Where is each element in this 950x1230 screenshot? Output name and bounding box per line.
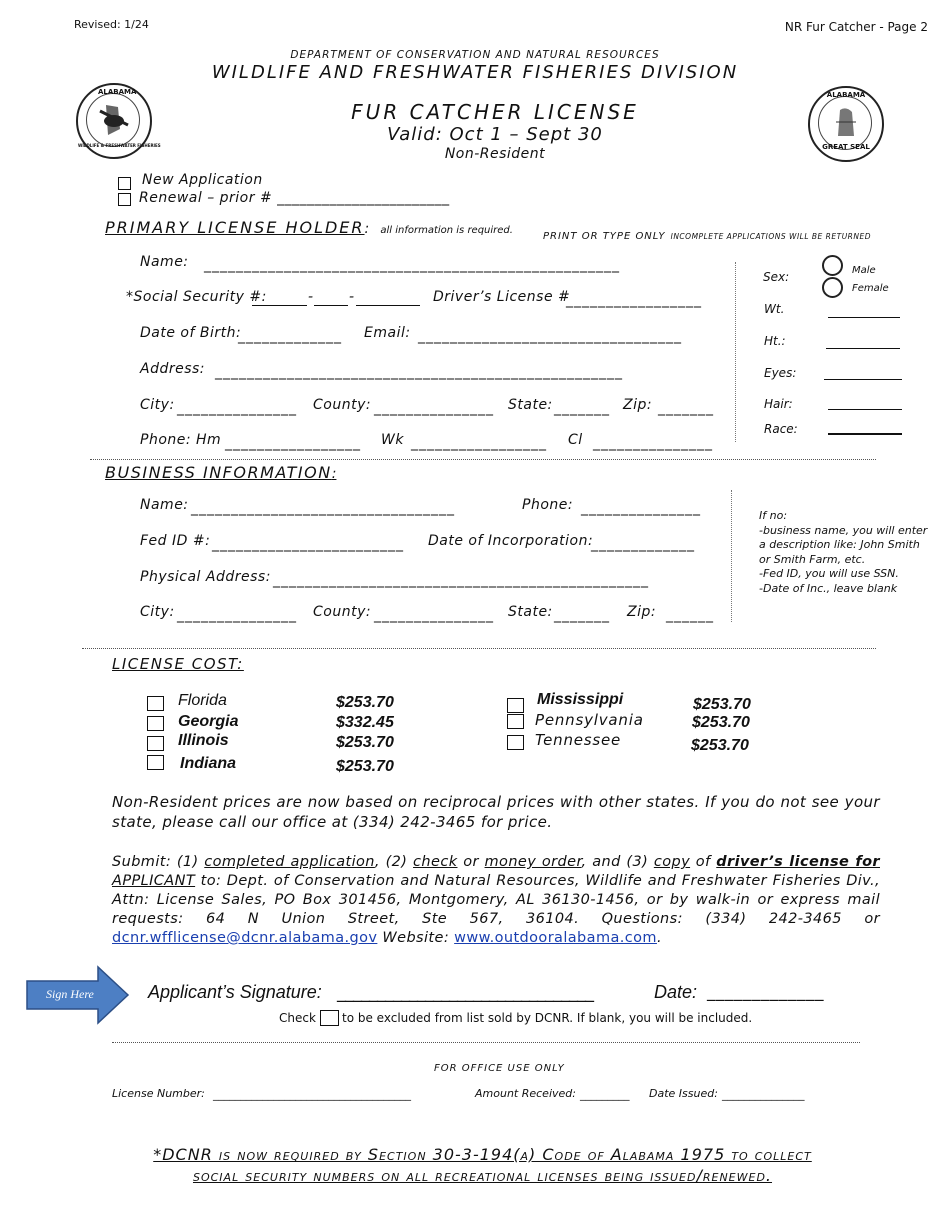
incomplete-note: INCOMPLETE APPLICATIONS WILL BE RETURNED [670,232,872,241]
pennsylvania-price: $253.70 [692,714,750,731]
business-city-field[interactable]: _______________ [177,607,297,623]
ssn-field-3[interactable] [356,305,420,306]
website-link[interactable]: www.outdooralabama.com [454,930,657,946]
height-field[interactable] [826,348,900,349]
state-field[interactable]: _______ [554,400,610,416]
primary-heading [105,218,513,237]
physical-address-label: Physical Address: [140,569,271,585]
business-note-line-3: or Smith Farm, etc. [759,552,866,566]
address-field[interactable]: ___________________________________________________ [215,364,623,380]
indiana-checkbox[interactable] [147,755,164,770]
date-issued-field[interactable]: _______________ [722,1088,805,1101]
new-application-checkbox[interactable] [118,177,131,190]
florida-checkbox[interactable] [147,696,164,711]
required-note: all information is required. [380,225,513,236]
ssn-label: *Social Security #: [126,289,267,305]
business-note-line-4: -Fed ID, you will use SSN. [759,567,899,580]
office-use-heading: FOR OFFICE USE ONLY [434,1063,565,1074]
tennessee-price: $253.70 [691,737,749,754]
phone-work-label: Wk [381,432,404,448]
georgia-label: Georgia [178,713,239,730]
signature-field[interactable]: ________________________________ [337,982,593,1003]
great-seal-icon [808,86,884,162]
business-note-line-2: a description like: John Smith [759,538,920,551]
applicant-text: APPLICANT [112,873,196,889]
new-application-label: New Application [142,172,263,188]
pennsylvania-checkbox[interactable] [507,714,524,729]
drivers-license-field[interactable]: _________________ [566,292,702,308]
business-note-line-5: -Date of Inc., leave blank [759,581,898,595]
business-heading-colon: : [331,466,337,482]
physical-address-field[interactable]: _______________________________________________ [273,572,649,588]
copy-text: copy [653,854,691,870]
ssn-dash-1: - [308,289,314,305]
drivers-license-label: Driver’s License # [433,289,571,305]
county-label: County: [313,397,372,413]
incorporation-label: Date of Incorporation: [428,533,594,549]
license-number-field[interactable]: ____________________________________ [213,1088,411,1101]
submit-s3: or [457,854,485,870]
email-link[interactable]: dcnr.wfflicense@dcnr.alabama.gov [112,930,378,946]
renewal-label: Renewal – prior # _______________________ [139,190,450,206]
business-phone-label: Phone: [522,497,574,513]
fed-id-label: Fed ID #: [140,533,211,549]
illinois-price: $253.70 [336,734,394,751]
license-number-label: License Number: [112,1087,205,1100]
florida-price: $253.70 [336,694,394,711]
ssn-field-2[interactable] [314,305,348,306]
dob-label: Date of Birth: [140,325,242,341]
race-field[interactable] [828,433,902,435]
submit-s1: Submit: (1) [112,854,205,870]
amount-received-field[interactable]: _________ [580,1088,630,1101]
sex-label: Sex: [763,270,790,284]
signature-date-label: Date: [654,982,698,1002]
phone-home-field[interactable]: _________________ [225,435,361,451]
renewal-checkbox[interactable] [118,193,131,206]
business-name-field[interactable]: _________________________________ [191,500,455,516]
ssn-field-1[interactable] [252,305,307,306]
business-city-label: City: [140,604,175,620]
phone-work-field[interactable]: _________________ [411,435,547,451]
florida-label: Florida [178,692,227,709]
zip-field[interactable]: _______ [658,400,714,416]
money-order-text: money order [484,854,582,870]
section-divider-1 [90,459,876,460]
email-field[interactable]: _________________________________ [418,328,682,344]
wff-logo-icon [76,83,161,159]
submit-s5: of [690,854,717,870]
section-divider-2 [82,648,876,649]
signature-date-field[interactable]: _____________ [707,982,824,1002]
signature-label: Applicant’s Signature: [148,982,322,1002]
division-name: WILDLIFE AND FRESHWATER FISHERIES DIVISION [211,62,739,83]
female-label: Female [852,283,889,294]
county-field[interactable]: _______________ [374,400,494,416]
ssn-dash-2: - [349,289,355,305]
business-heading [105,463,336,482]
revised-date: Revised: 1/24 [74,18,149,31]
physical-divider [735,262,736,442]
tennessee-label: Tennessee [535,731,622,749]
reciprocal-notice: Non-Resident prices are now based on reciprocal prices with other states. If you do not see your state, please call our office at (334) 242-3465 for price. [112,793,880,831]
illinois-label: Illinois [178,732,229,749]
indiana-label: Indiana [180,755,237,772]
hair-field[interactable] [828,409,902,410]
primary-heading-colon: : [364,221,370,237]
business-state-label: State: [508,604,553,620]
department-name: DEPARTMENT OF CONSERVATION AND NATURAL RESOURCES [290,49,660,61]
check-text: check [413,854,458,870]
weight-field[interactable] [828,317,900,318]
business-note-title: If no: [759,509,788,522]
email-label: Email: [364,325,411,341]
hair-label: Hair: [764,397,793,411]
ssn-notice-line-1: *DCNR is now required by Section 30-3-194(a) Code of Alabama 1975 to collect [153,1145,812,1164]
mississippi-label: Mississippi [537,691,624,708]
state-label: State: [508,397,553,413]
page-label: NR Fur Catcher - Page 2 [784,20,928,34]
business-county-field[interactable]: _______________ [374,607,494,623]
name-field[interactable]: ____________________________________________________ [204,257,620,273]
submit-s2: , (2) [374,854,414,870]
form-title: FUR CATCHER LICENSE [351,100,639,124]
business-state-field[interactable]: _______ [554,607,610,623]
georgia-price: $332.45 [336,714,394,731]
business-note [759,509,927,596]
georgia-checkbox[interactable] [147,716,164,731]
print-note [543,224,871,243]
business-note-line-1: -business name, you will enter [759,523,928,537]
phone-cell-label: Cl [568,432,583,448]
valid-period: Valid: Oct 1 – Sept 30 [387,124,603,145]
submit-s4: , and (3) [581,854,654,870]
sign-here-text: Sign Here [46,987,94,1001]
tennessee-checkbox[interactable] [507,735,524,750]
height-label: Ht.: [764,334,786,348]
race-label: Race: [764,422,798,436]
mississippi-checkbox[interactable] [507,698,524,713]
exclude-pre-text: Check [279,1011,316,1025]
submit-s6: to: Dept. of Conservation and Natural Resources, Wildlife and Freshwater Fisheries Div., Attn: License Sales, PO Box 301456, Montgomery, AL 36130-1456, or by walk-in or express mail requests: 64 N Union Street, Ste 567, 36104. Questions: (334) 242-3465 or [112,873,880,927]
address-label: Address: [140,361,206,377]
incorporation-field[interactable]: _____________ [591,536,695,552]
drivers-license-text: driver’s license for [716,854,880,870]
business-zip-field[interactable]: ______ [666,607,714,623]
dob-field[interactable]: _____________ [238,328,342,344]
print-note-text: PRINT OR TYPE ONLY [543,231,666,242]
right-seal-top-text: ALABAMA [826,91,866,99]
phone-cell-field[interactable]: _______________ [593,435,713,451]
left-seal-top-text: ALABAMA [98,88,137,96]
exclude-post-text: to be excluded from list sold by DCNR. If blank, you will be included. [342,1011,753,1025]
sign-here-arrow [26,965,130,1025]
left-seal-bottom-text: WILDLIFE & FRESHWATER FISHERIES [78,143,161,148]
primary-heading-text: PRIMARY LICENSE HOLDER [105,218,365,237]
license-cost-heading: LICENSE COST: [112,655,244,673]
fed-id-field[interactable]: ________________________ [212,536,404,552]
residency-label: Non-Resident [444,146,546,162]
eyes-label: Eyes: [764,366,797,380]
business-divider [731,490,732,622]
submit-instructions [112,853,880,948]
male-radio[interactable] [822,255,843,276]
city-field[interactable]: _______________ [177,400,297,416]
amount-received-label: Amount Received: [475,1087,576,1100]
business-county-label: County: [313,604,372,620]
mississippi-price: $253.70 [693,696,751,713]
name-label: Name: [140,254,189,270]
ssn-notice-line-2: social security numbers on all recreational licenses being issued/renewed. [192,1166,773,1185]
exclude-checkbox[interactable] [320,1010,339,1026]
right-seal-bottom-text: GREAT SEAL [822,143,870,151]
submit-s7: Website: [377,930,455,946]
business-heading-text: BUSINESS INFORMATION [105,463,332,482]
female-radio[interactable] [822,277,843,298]
business-phone-field[interactable]: _______________ [581,500,701,516]
illinois-checkbox[interactable] [147,736,164,751]
completed-application-text: completed application [204,854,375,870]
zip-label: Zip: [623,397,653,413]
submit-s8: . [656,930,662,946]
city-label: City: [140,397,175,413]
business-name-label: Name: [140,497,189,513]
pennsylvania-label: Pennsylvania [535,711,644,729]
indiana-price: $253.70 [336,758,394,775]
date-issued-label: Date Issued: [649,1087,718,1100]
phone-home-label: Phone: Hm [140,432,222,448]
male-label: Male [852,265,876,276]
business-zip-label: Zip: [627,604,657,620]
eyes-field[interactable] [824,379,902,380]
weight-label: Wt. [764,302,785,316]
section-divider-3 [112,1042,860,1043]
